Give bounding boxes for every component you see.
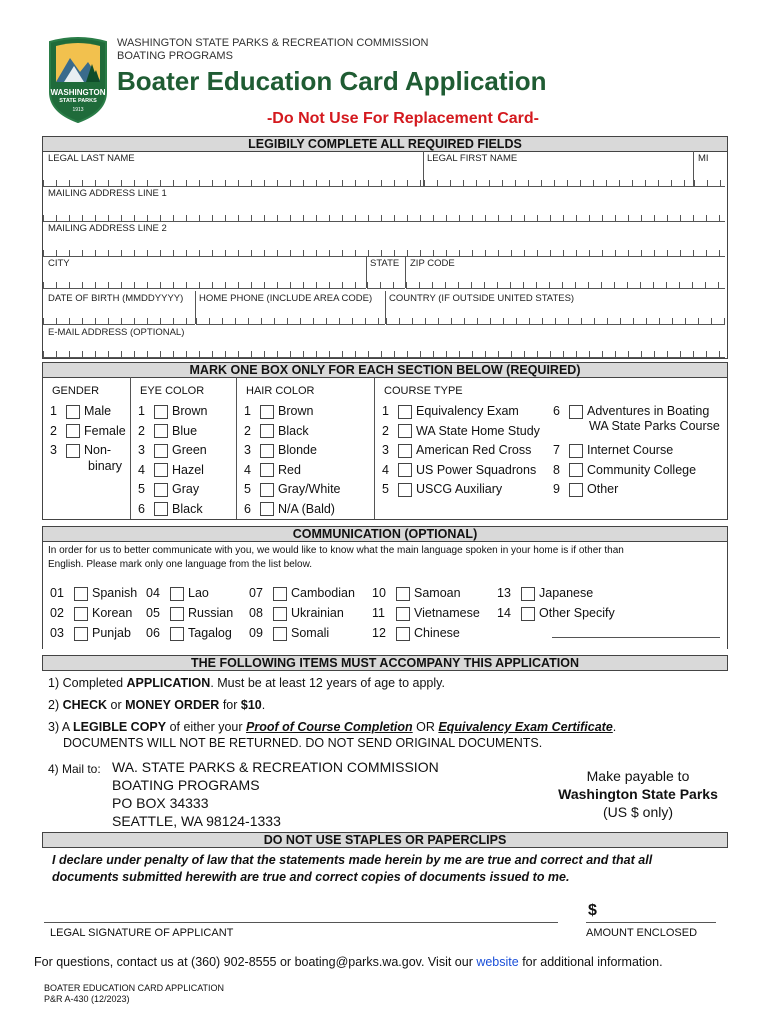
language-option[interactable] xyxy=(146,585,209,601)
hair-color-checkbox[interactable] xyxy=(260,444,274,458)
city-field[interactable] xyxy=(43,282,366,289)
hair-color-option-label: N/A (Bald) xyxy=(278,501,335,516)
course-option-label: Internet Course xyxy=(587,443,674,457)
eye-color-option-number: 3 xyxy=(138,443,145,457)
website-link[interactable]: website xyxy=(476,955,519,969)
language-option-label: Spanish xyxy=(92,586,138,600)
course-checkbox[interactable] xyxy=(398,424,412,438)
language-option-label: Other Specify xyxy=(539,606,615,620)
language-checkbox[interactable] xyxy=(521,607,535,621)
gender-option-label: binary xyxy=(88,459,123,473)
hair-color-option[interactable] xyxy=(244,501,335,517)
hair-color-option-label: Blonde xyxy=(278,443,317,457)
hair-color-option[interactable] xyxy=(244,423,309,439)
language-checkbox[interactable] xyxy=(273,587,287,601)
mail-to-label: 4) Mail to: xyxy=(48,762,101,776)
language-option-label: Samoan xyxy=(414,586,461,600)
hair-color-checkbox[interactable] xyxy=(260,424,274,438)
language-option-label: Chinese xyxy=(414,626,460,640)
zip-field[interactable] xyxy=(406,282,725,289)
contact-info: For questions, contact us at (360) 902-8555 or boating@parks.wa.gov. Visit our website for additional information. xyxy=(34,955,663,969)
eye-color-option-number: 2 xyxy=(138,423,145,438)
language-option[interactable] xyxy=(372,605,480,621)
language-option[interactable] xyxy=(249,605,344,621)
country-label: COUNTRY (IF OUTSIDE UNITED STATES) xyxy=(389,293,575,304)
eye-color-option-label: Brown xyxy=(172,404,208,418)
language-option-number: 12 xyxy=(372,626,386,640)
eye-color-option[interactable] xyxy=(138,501,203,517)
logo-text: WASHINGTON xyxy=(50,88,106,97)
course-option-label: WA State Parks Course xyxy=(589,419,720,433)
language-checkbox[interactable] xyxy=(74,587,88,601)
gender-checkbox[interactable] xyxy=(66,405,80,419)
gender-checkbox[interactable] xyxy=(66,444,80,458)
course-checkbox[interactable] xyxy=(569,444,583,458)
language-checkbox[interactable] xyxy=(74,627,88,641)
language-option[interactable] xyxy=(50,625,131,641)
language-option-number: 04 xyxy=(146,586,160,600)
course-option[interactable] xyxy=(382,462,536,478)
language-option-number: 06 xyxy=(146,626,160,640)
course-option[interactable] xyxy=(553,403,709,419)
course-checkbox[interactable] xyxy=(398,405,412,419)
first-name-label: LEGAL FIRST NAME xyxy=(427,153,518,164)
course-option[interactable] xyxy=(553,442,673,458)
course-option[interactable] xyxy=(382,423,540,439)
eye-color-checkbox[interactable] xyxy=(154,502,168,516)
hair-color-heading: HAIR COLOR xyxy=(246,385,315,397)
gender-option-number: 2 xyxy=(50,423,57,438)
hair-color-option-label: Gray/White xyxy=(278,482,341,496)
language-option-number: 03 xyxy=(50,626,64,640)
first-name-field[interactable] xyxy=(424,180,693,187)
language-option-number: 08 xyxy=(249,606,263,620)
eye-color-option[interactable] xyxy=(138,442,207,458)
language-checkbox[interactable] xyxy=(74,607,88,621)
course-option-number: 5 xyxy=(382,482,389,496)
eye-color-option-label: Blue xyxy=(172,423,198,438)
state-field[interactable] xyxy=(367,282,405,289)
language-checkbox[interactable] xyxy=(273,627,287,641)
language-checkbox[interactable] xyxy=(396,587,410,601)
language-option-number: 13 xyxy=(497,586,511,600)
mi-label: MI xyxy=(698,153,709,164)
agency-name: WASHINGTON STATE PARKS & RECREATION COMMISSION xyxy=(117,37,429,49)
address1-field[interactable] xyxy=(43,215,725,222)
gender-option-number: 3 xyxy=(50,443,57,457)
phone-label: HOME PHONE (INCLUDE AREA CODE) xyxy=(199,293,373,304)
eye-color-checkbox[interactable] xyxy=(154,424,168,438)
section-required-fields-header: LEGIBILY COMPLETE ALL REQUIRED FIELDS xyxy=(42,136,728,152)
course-option-number: 3 xyxy=(382,443,389,457)
city-label: CITY xyxy=(48,258,70,269)
language-option-number: 01 xyxy=(50,586,64,600)
language-checkbox[interactable] xyxy=(521,587,535,601)
declaration-text: I declare under penalty of law that the statements made herein by me are true and correct and that all xyxy=(52,853,653,867)
gender-checkbox[interactable] xyxy=(66,424,80,438)
mail-address-line3: PO BOX 34333 xyxy=(112,795,209,811)
email-label: E-MAIL ADDRESS (OPTIONAL) xyxy=(48,327,185,338)
section-accompany-header: THE FOLLOWING ITEMS MUST ACCOMPANY THIS APPLICATION xyxy=(42,655,728,671)
hair-color-option-number: 5 xyxy=(244,482,251,496)
language-option-number: 14 xyxy=(497,606,511,620)
page-title: Boater Education Card Application xyxy=(117,66,547,96)
eye-color-option-label: Hazel xyxy=(172,462,204,477)
language-option-number: 07 xyxy=(249,586,263,600)
language-option-number: 05 xyxy=(146,606,160,620)
language-checkbox[interactable] xyxy=(396,607,410,621)
course-checkbox[interactable] xyxy=(569,483,583,497)
course-option-label: Adventures in Boating xyxy=(587,404,710,418)
eye-color-option-label: Black xyxy=(172,501,203,516)
dollar-sign: $ xyxy=(588,902,597,919)
logo-year: 1913 xyxy=(72,107,84,113)
agency-program: BOATING PROGRAMS xyxy=(117,50,233,62)
language-checkbox[interactable] xyxy=(170,607,184,621)
course-option-label: Community College xyxy=(587,462,697,477)
hair-color-option-number: 3 xyxy=(244,443,251,457)
eye-color-option-number: 1 xyxy=(138,404,145,418)
eye-color-option-label: Gray xyxy=(172,482,200,496)
language-option[interactable] xyxy=(50,585,137,601)
hair-color-option[interactable] xyxy=(244,442,317,458)
course-option-number: 9 xyxy=(553,482,560,496)
course-option-label: Other xyxy=(587,482,619,496)
page-subtitle: -Do Not Use For Replacement Card- xyxy=(266,110,540,127)
hair-color-option[interactable] xyxy=(244,403,313,419)
course-option[interactable] xyxy=(382,442,531,458)
requirement-payment: 2) CHECK or MONEY ORDER for $10. xyxy=(48,698,266,712)
eye-color-checkbox[interactable] xyxy=(154,405,168,419)
language-option[interactable] xyxy=(497,605,615,621)
language-option-label: Japanese xyxy=(539,586,594,600)
gender-option-label: Non- xyxy=(84,443,112,457)
eye-color-option[interactable] xyxy=(138,403,207,419)
language-option[interactable] xyxy=(146,605,233,621)
hair-color-option[interactable] xyxy=(244,481,341,497)
gender-option-label: Female xyxy=(84,423,126,438)
language-checkbox[interactable] xyxy=(273,607,287,621)
language-option-number: 10 xyxy=(372,586,386,600)
requirement-copy-note: DOCUMENTS WILL NOT BE RETURNED. DO NOT SEND ORIGINAL DOCUMENTS. xyxy=(63,736,543,750)
gender-option[interactable] xyxy=(50,423,126,439)
payable-to-label: Make payable to xyxy=(586,768,690,784)
language-checkbox[interactable] xyxy=(170,587,184,601)
mail-address-line2: BOATING PROGRAMS xyxy=(112,777,260,793)
requirement-application: 1) Completed APPLICATION. Must be at least 12 years of age to apply. xyxy=(48,676,445,690)
eye-color-checkbox[interactable] xyxy=(154,483,168,497)
eye-color-checkbox[interactable] xyxy=(154,444,168,458)
hair-color-option[interactable] xyxy=(244,462,301,478)
address2-field[interactable] xyxy=(43,250,725,257)
language-option-label: Korean xyxy=(92,606,133,620)
gender-option-label: Male xyxy=(84,404,112,418)
course-option-label: American Red Cross xyxy=(416,443,532,457)
language-option-label: Cambodian xyxy=(291,586,355,600)
gender-option[interactable] xyxy=(50,403,111,419)
language-option[interactable] xyxy=(249,585,355,601)
language-checkbox[interactable] xyxy=(170,627,184,641)
course-option-number: 4 xyxy=(382,462,389,477)
hair-color-option-number: 1 xyxy=(244,404,251,418)
course-option-label: WA State Home Study xyxy=(416,423,540,438)
phone-field[interactable] xyxy=(196,318,385,325)
hair-color-option-label: Red xyxy=(278,462,301,477)
language-option-number: 02 xyxy=(50,606,64,620)
language-checkbox[interactable] xyxy=(396,627,410,641)
course-option[interactable] xyxy=(382,481,502,497)
payable-currency: (US $ only) xyxy=(602,804,674,820)
gender-option[interactable] xyxy=(50,442,111,458)
hair-color-option-number: 6 xyxy=(244,501,251,516)
language-option-number: 11 xyxy=(372,606,385,620)
language-option[interactable] xyxy=(497,585,593,601)
course-option-label: Equivalency Exam xyxy=(416,404,519,418)
language-option[interactable] xyxy=(372,585,461,601)
last-name-field[interactable] xyxy=(43,180,423,187)
language-option[interactable] xyxy=(50,605,132,621)
eye-color-option-number: 5 xyxy=(138,482,145,496)
hair-color-checkbox[interactable] xyxy=(260,483,274,497)
section-no-staples-header: DO NOT USE STAPLES OR PAPERCLIPS xyxy=(42,832,728,848)
communication-intro: In order for us to better communicate with you, we would like to know what the main language spoken in your home is if other than xyxy=(48,545,624,556)
logo-subtext: STATE PARKS xyxy=(59,98,97,104)
course-option-number: 8 xyxy=(553,462,560,477)
payable-to-name: Washington State Parks xyxy=(558,786,718,802)
language-option-label: Vietnamese xyxy=(414,606,480,620)
course-type-heading: COURSE TYPE xyxy=(384,385,463,397)
course-checkbox[interactable] xyxy=(398,483,412,497)
course-option-number: 2 xyxy=(382,423,389,438)
hair-color-checkbox[interactable] xyxy=(260,405,274,419)
amount-line[interactable] xyxy=(586,922,716,923)
language-option[interactable] xyxy=(146,625,232,641)
dob-label: DATE OF BIRTH (MMDDYYYY) xyxy=(48,293,184,304)
signature-label: LEGAL SIGNATURE OF APPLICANT xyxy=(50,927,234,939)
last-name-label: LEGAL LAST NAME xyxy=(48,153,135,164)
language-option-label: Tagalog xyxy=(188,626,232,640)
eye-color-heading: EYE COLOR xyxy=(140,385,205,397)
language-option-number: 09 xyxy=(249,626,263,640)
eye-color-option[interactable] xyxy=(138,462,204,478)
course-option-number: 6 xyxy=(553,404,560,418)
course-option[interactable] xyxy=(382,403,519,419)
requirement-copy: 3) A LEGIBLE COPY of either your Proof of Course Completion OR Equivalency Exam Certificate. xyxy=(48,720,617,734)
address1-label: MAILING ADDRESS LINE 1 xyxy=(48,188,167,199)
language-option[interactable] xyxy=(372,625,460,641)
declaration-text-2: documents submitted herewith are true and correct copies of documents issued to me. xyxy=(52,870,570,884)
hair-color-option-number: 2 xyxy=(244,423,251,438)
zip-label: ZIP CODE xyxy=(410,258,455,269)
communication-intro-2: English. Please mark only one language from the list below. xyxy=(48,559,313,570)
language-option[interactable] xyxy=(249,625,329,641)
course-option[interactable] xyxy=(553,481,618,497)
mi-field[interactable] xyxy=(694,180,725,187)
language-option-label: Somali xyxy=(291,626,330,640)
language-option-label: Lao xyxy=(188,586,209,600)
form-number: P&R A-430 (12/2023) xyxy=(44,994,130,1004)
state-label: STATE xyxy=(370,258,400,269)
eye-color-option-number: 4 xyxy=(138,462,145,477)
eye-color-option-number: 6 xyxy=(138,501,145,516)
address2-label: MAILING ADDRESS LINE 2 xyxy=(48,223,167,234)
course-option-label: USCG Auxiliary xyxy=(416,482,503,496)
mail-address-line1: WA. STATE PARKS & RECREATION COMMISSION xyxy=(112,759,439,775)
amount-label: AMOUNT ENCLOSED xyxy=(586,927,698,939)
eye-color-option-label: Green xyxy=(172,443,207,457)
language-option-label: Ukrainian xyxy=(291,606,344,620)
gender-option-number: 1 xyxy=(50,404,57,418)
hair-color-option-label: Brown xyxy=(278,404,314,418)
signature-line[interactable] xyxy=(44,922,558,923)
hair-color-checkbox[interactable] xyxy=(260,502,274,516)
email-field[interactable] xyxy=(43,351,725,358)
country-field[interactable] xyxy=(386,318,725,325)
eye-color-option[interactable] xyxy=(138,423,197,439)
eye-color-checkbox[interactable] xyxy=(154,463,168,477)
course-option[interactable] xyxy=(553,462,696,478)
form-name: BOATER EDUCATION CARD APPLICATION xyxy=(44,983,225,993)
course-checkbox[interactable] xyxy=(398,444,412,458)
eye-color-option[interactable] xyxy=(138,481,199,497)
course-option-label: US Power Squadrons xyxy=(416,462,537,477)
course-checkbox[interactable] xyxy=(569,405,583,419)
mail-address-line4: SEATTLE, WA 98124-1333 xyxy=(112,813,281,829)
other-language-specify-line[interactable] xyxy=(552,637,720,638)
course-checkbox[interactable] xyxy=(569,463,583,477)
course-checkbox[interactable] xyxy=(398,463,412,477)
gender-heading: GENDER xyxy=(52,385,100,397)
language-option-label: Punjab xyxy=(92,626,131,640)
hair-color-option-number: 4 xyxy=(244,462,251,477)
hair-color-checkbox[interactable] xyxy=(260,463,274,477)
course-option-number: 7 xyxy=(553,443,560,457)
course-option-number: 1 xyxy=(382,404,389,418)
section-mark-one-header: MARK ONE BOX ONLY FOR EACH SECTION BELOW (REQUIRED) xyxy=(42,362,728,378)
dob-field[interactable] xyxy=(43,318,195,325)
hair-color-option-label: Black xyxy=(278,423,309,438)
section-communication-header: COMMUNICATION (OPTIONAL) xyxy=(42,526,728,542)
language-option-label: Russian xyxy=(188,606,234,620)
